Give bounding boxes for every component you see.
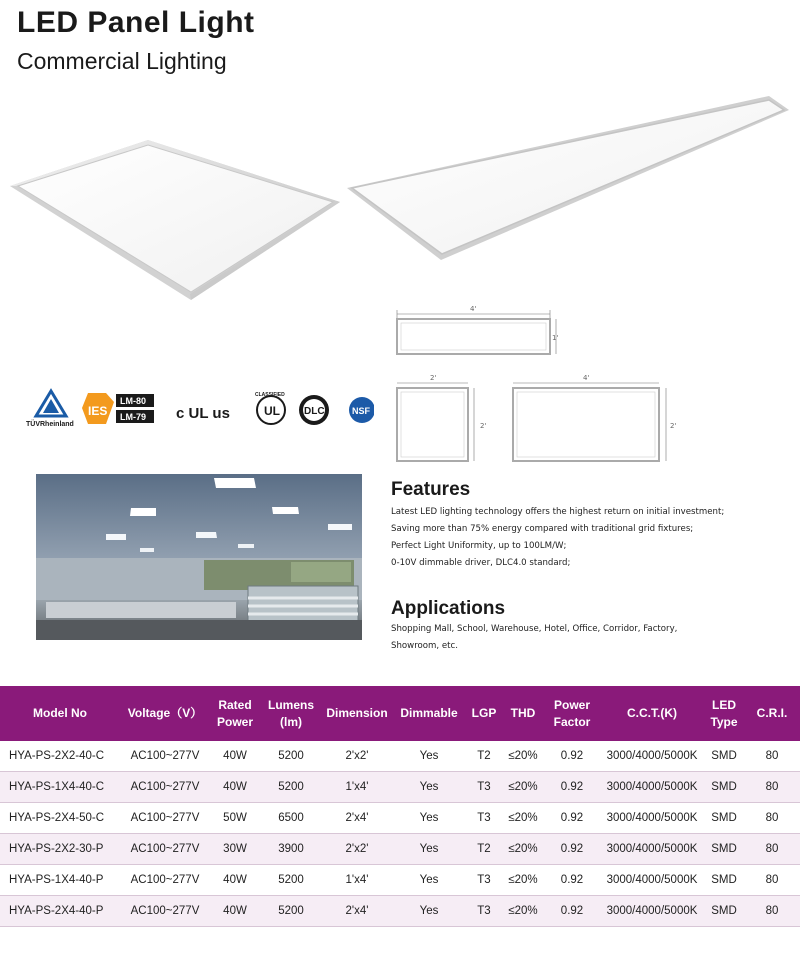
cell-model: HYA-PS-2X2-40-C <box>0 741 120 772</box>
diagram-1x4-width: 4' <box>470 305 477 313</box>
diagram-2x4-height: 2' <box>670 422 677 430</box>
feature-item: Latest LED lighting technology offers the highest return on initial investment; <box>391 507 725 517</box>
cell-thd: ≤20% <box>502 834 544 865</box>
svg-text:UL: UL <box>264 404 280 418</box>
col-header-model: Model No <box>0 686 120 741</box>
cell-cri: 80 <box>744 865 800 896</box>
applications-line: Showroom, etc. <box>391 641 458 651</box>
cell-rated-power: 40W <box>210 741 260 772</box>
feature-item: Saving more than 75% energy compared with traditional grid fixtures; <box>391 524 694 534</box>
col-header-dimmable: Dimmable <box>392 686 466 741</box>
cell-dimmable: Yes <box>392 772 466 803</box>
cell-cct: 3000/4000/5000K <box>600 803 704 834</box>
tuv-rheinland-logo <box>26 391 74 428</box>
table-row <box>0 865 800 896</box>
cell-cct: 3000/4000/5000K <box>600 896 704 927</box>
table-row <box>0 741 800 772</box>
cell-model: HYA-PS-1X4-40-P <box>0 865 120 896</box>
applications-text <box>391 621 771 655</box>
cell-cri: 80 <box>744 896 800 927</box>
diagram-1x4-height: 1' <box>552 334 559 342</box>
cell-power-factor: 0.92 <box>544 865 600 896</box>
cell-lumens: 5200 <box>260 865 322 896</box>
cell-rated-power: 40W <box>210 865 260 896</box>
cell-thd: ≤20% <box>502 772 544 803</box>
panel-light-images <box>0 90 800 310</box>
cell-lgp: T3 <box>466 772 502 803</box>
cell-voltage: AC100~277V <box>120 741 210 772</box>
diagram-2x2-width: 2' <box>430 374 437 382</box>
cell-rated-power: 50W <box>210 803 260 834</box>
cell-cri: 80 <box>744 741 800 772</box>
diagram-2x2-height: 2' <box>480 422 487 430</box>
cell-dimension: 1'x4' <box>322 772 392 803</box>
diagram-1x4 <box>397 305 558 354</box>
cell-led-type: SMD <box>704 741 744 772</box>
cell-voltage: AC100~277V <box>120 834 210 865</box>
cell-voltage: AC100~277V <box>120 772 210 803</box>
applications-line: Shopping Mall, School, Warehouse, Hotel, Office, Corridor, Factory, <box>391 624 678 634</box>
cell-rated-power: 30W <box>210 834 260 865</box>
cell-power-factor: 0.92 <box>544 803 600 834</box>
cell-model: HYA-PS-2X4-40-P <box>0 896 120 927</box>
tuv-text: TÜVRheinland <box>26 421 74 428</box>
ul-classified-logo <box>255 392 285 424</box>
diagram-2x2 <box>397 374 486 461</box>
spec-table <box>0 686 800 927</box>
feature-item: Perfect Light Uniformity, up to 100LM/W; <box>391 541 567 551</box>
cell-cri: 80 <box>744 834 800 865</box>
col-header-rated-power: Rated Power <box>210 686 260 741</box>
nsf-logo <box>349 397 374 423</box>
office-photo <box>36 474 362 640</box>
dlc-logo <box>299 395 329 425</box>
features-heading: Features <box>391 479 471 500</box>
cell-cri: 80 <box>744 803 800 834</box>
cul-us-logo <box>176 405 230 422</box>
cell-led-type: SMD <box>704 772 744 803</box>
col-header-dimension: Dimension <box>322 686 392 741</box>
cell-model: HYA-PS-1X4-40-C <box>0 772 120 803</box>
col-header-thd: THD <box>502 686 544 741</box>
cell-led-type: SMD <box>704 803 744 834</box>
lm80-text: LM-80 <box>120 396 147 406</box>
cell-dimmable: Yes <box>392 865 466 896</box>
cell-lgp: T3 <box>466 896 502 927</box>
cell-rated-power: 40W <box>210 772 260 803</box>
cell-dimmable: Yes <box>392 834 466 865</box>
cell-cct: 3000/4000/5000K <box>600 772 704 803</box>
cell-cct: 3000/4000/5000K <box>600 834 704 865</box>
rectangle-panel-image <box>347 96 789 260</box>
cell-thd: ≤20% <box>502 803 544 834</box>
col-header-voltage: Voltage（V） <box>120 686 210 741</box>
cell-model: HYA-PS-2X4-50-C <box>0 803 120 834</box>
col-header-power-factor: Power Factor <box>544 686 600 741</box>
col-header-lgp: LGP <box>466 686 502 741</box>
cell-dimension: 2'x4' <box>322 896 392 927</box>
diagram-2x4-width: 4' <box>583 374 590 382</box>
cell-thd: ≤20% <box>502 741 544 772</box>
cell-voltage: AC100~277V <box>120 896 210 927</box>
features-list <box>391 504 724 572</box>
lm79-text: LM-79 <box>120 412 147 422</box>
table-row <box>0 834 800 865</box>
page-title: LED Panel Light <box>17 6 255 39</box>
col-header-cri: C.R.I. <box>744 686 800 741</box>
cell-lumens: 6500 <box>260 803 322 834</box>
cell-power-factor: 0.92 <box>544 896 600 927</box>
cell-power-factor: 0.92 <box>544 834 600 865</box>
cell-lgp: T3 <box>466 803 502 834</box>
col-header-led-type: LED Type <box>704 686 744 741</box>
cell-lgp: T3 <box>466 865 502 896</box>
page-subtitle: Commercial Lighting <box>17 48 227 74</box>
cell-lumens: 5200 <box>260 896 322 927</box>
cell-dimmable: Yes <box>392 741 466 772</box>
cell-led-type: SMD <box>704 896 744 927</box>
table-row <box>0 772 800 803</box>
cell-lumens: 3900 <box>260 834 322 865</box>
cell-dimension: 2'x2' <box>322 834 392 865</box>
applications-heading: Applications <box>391 598 506 619</box>
ies-text: IES <box>88 404 108 418</box>
cell-rated-power: 40W <box>210 896 260 927</box>
cell-voltage: AC100~277V <box>120 865 210 896</box>
cell-dimension: 1'x4' <box>322 865 392 896</box>
cell-model: HYA-PS-2X2-30-P <box>0 834 120 865</box>
cell-cri: 80 <box>744 772 800 803</box>
cell-dimension: 2'x2' <box>322 741 392 772</box>
cell-lumens: 5200 <box>260 741 322 772</box>
cul-us-text: c UL us <box>176 405 230 422</box>
ies-lm-logo <box>82 393 154 424</box>
table-row <box>0 803 800 834</box>
cell-lumens: 5200 <box>260 772 322 803</box>
dlc-text: DLC <box>304 406 325 417</box>
cell-led-type: SMD <box>704 865 744 896</box>
cell-lgp: T2 <box>466 834 502 865</box>
table-header-row <box>0 686 800 741</box>
table-row <box>0 896 800 927</box>
certification-logos <box>24 388 374 438</box>
cell-thd: ≤20% <box>502 865 544 896</box>
cell-power-factor: 0.92 <box>544 772 600 803</box>
spec-table-body <box>0 741 800 927</box>
cell-led-type: SMD <box>704 834 744 865</box>
cell-voltage: AC100~277V <box>120 803 210 834</box>
square-panel-image <box>10 140 340 300</box>
feature-item: 0-10V dimmable driver, DLC4.0 standard; <box>391 558 571 568</box>
col-header-cct: C.C.T.(K) <box>600 686 704 741</box>
cell-thd: ≤20% <box>502 896 544 927</box>
cell-dimmable: Yes <box>392 803 466 834</box>
cell-dimension: 2'x4' <box>322 803 392 834</box>
dimension-diagrams <box>380 300 690 470</box>
cell-cct: 3000/4000/5000K <box>600 741 704 772</box>
col-header-lumens: Lumens (lm) <box>260 686 322 741</box>
cell-cct: 3000/4000/5000K <box>600 865 704 896</box>
diagram-2x4 <box>513 374 676 461</box>
ul-classified-text: CLASSIFIED <box>255 392 285 398</box>
cell-dimmable: Yes <box>392 896 466 927</box>
cell-power-factor: 0.92 <box>544 741 600 772</box>
nsf-text: NSF <box>352 406 370 416</box>
cell-lgp: T2 <box>466 741 502 772</box>
